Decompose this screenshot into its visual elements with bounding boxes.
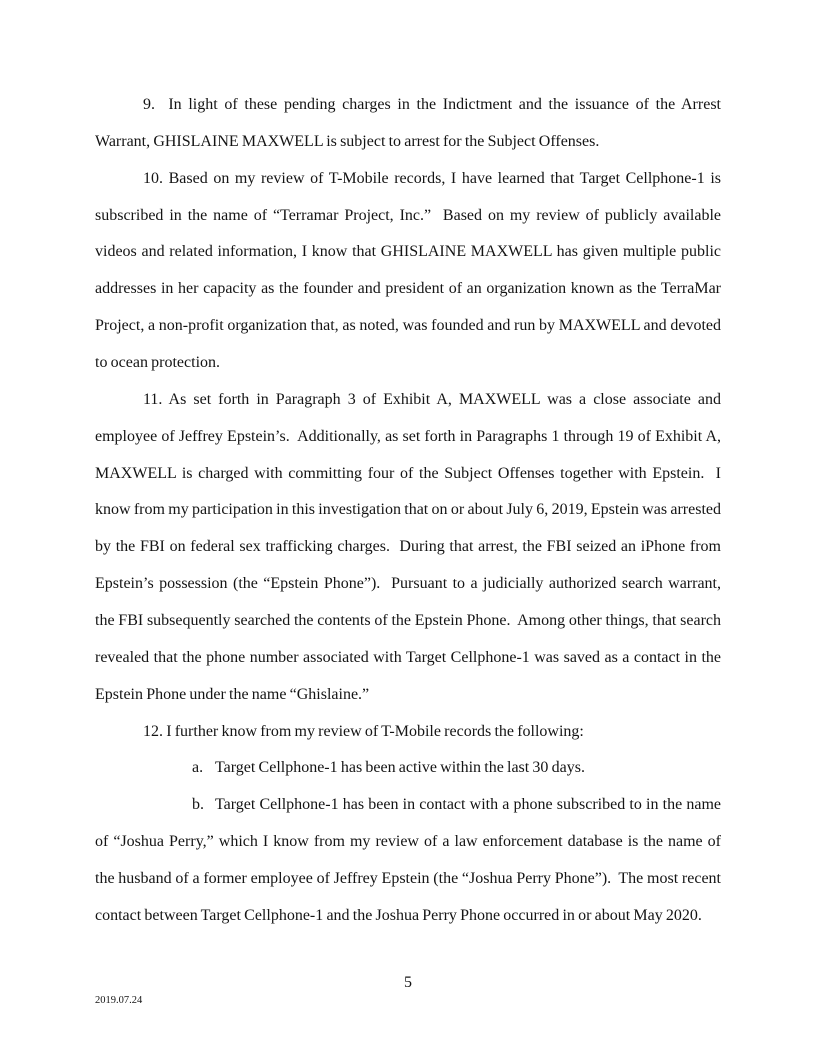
line-text: Warrant, GHISLAINE MAXWELL is subject to arrest for the Subject Offenses.: [95, 132, 600, 150]
document-line: [95, 124, 721, 161]
document-line: [95, 603, 721, 640]
document-line: [95, 787, 721, 824]
document-line: [95, 271, 721, 308]
line-text: 9. In light of these pending charges in the Indictment and the issuance of the Arrest: [143, 96, 721, 113]
document-line: [95, 382, 721, 419]
document-line: [95, 234, 721, 271]
document-line: [95, 714, 721, 751]
list-marker: b.: [192, 796, 204, 814]
line-text: videos and related information, I know that GHISLAINE MAXWELL has given multiple public: [95, 243, 721, 261]
document-line: [95, 898, 721, 935]
page-number: 5: [404, 974, 412, 991]
line-text: Epstein’s possession (the “Epstein Phone”). Pursuant to a judicially authorized search warrant,: [95, 575, 721, 593]
document-line: [95, 345, 721, 382]
document-line: [95, 198, 721, 235]
document-line: [95, 161, 721, 198]
document-line: [95, 87, 721, 124]
line-text: subscribed in the name of “Terramar Project, Inc.” Based on my review of publicly available: [95, 206, 721, 224]
line-text: revealed that the phone number associated with Target Cellphone-1 was saved as a contact in the: [95, 648, 721, 666]
date-stamp: 2019.07.24: [95, 995, 143, 1006]
line-text: Epstein Phone under the name “Ghislaine.”: [95, 685, 370, 703]
line-text: 11. As set forth in Paragraph 3 of Exhibit A, MAXWELL was a close associate and: [143, 390, 721, 408]
line-text: of “Joshua Perry,” which I know from my review of a law enforcement database is the name of: [95, 833, 721, 851]
line-text: the FBI subsequently searched the contents of the Epstein Phone. Among other things, that search: [95, 612, 721, 630]
document-line: [95, 308, 721, 345]
list-marker: a.: [192, 759, 204, 777]
document-line: [95, 677, 721, 714]
document-body: [95, 87, 721, 935]
line-text: 12. I further know from my review of T-Mobile records the following:: [143, 722, 584, 740]
document-line: [95, 529, 721, 566]
document-line: [95, 861, 721, 898]
line-text: employee of Jeffrey Epstein’s. Additionally, as set forth in Paragraphs 1 through 19 of Exhibit A,: [95, 427, 721, 445]
line-text: by the FBI on federal sex trafficking charges. During that arrest, the FBI seized an iPhone from: [95, 538, 721, 556]
line-text: to ocean protection.: [95, 354, 221, 372]
document-line: [95, 750, 721, 787]
document-line: [95, 492, 721, 529]
document-line: [95, 824, 721, 861]
document-line: [95, 419, 721, 456]
line-text: Target Cellphone-1 has been active within the last 30 days.: [215, 759, 585, 777]
document-line: [95, 640, 721, 677]
line-text: Project, a non-profit organization that, as noted, was founded and run by MAXWELL and devoted: [95, 317, 721, 335]
line-text: MAXWELL is charged with committing four of the Subject Offenses together with Epstein. I: [95, 464, 721, 482]
line-text: the husband of a former employee of Jeffrey Epstein (the “Joshua Perry Phone”). The most recent: [95, 870, 721, 888]
line-text: addresses in her capacity as the founder and president of an organization known as the TerraMar: [95, 280, 721, 298]
line-text: Target Cellphone-1 has been in contact with a phone subscribed to in the name: [215, 796, 721, 814]
line-text: contact between Target Cellphone-1 and the Joshua Perry Phone occurred in or about May 2020.: [95, 906, 702, 924]
document-line: [95, 566, 721, 603]
line-text: know from my participation in this investigation that on or about July 6, 2019, Epstein was arrested: [95, 501, 721, 519]
document-line: [95, 456, 721, 493]
line-text: 10. Based on my review of T-Mobile records, I have learned that Target Cellphone-1 is: [143, 169, 721, 187]
